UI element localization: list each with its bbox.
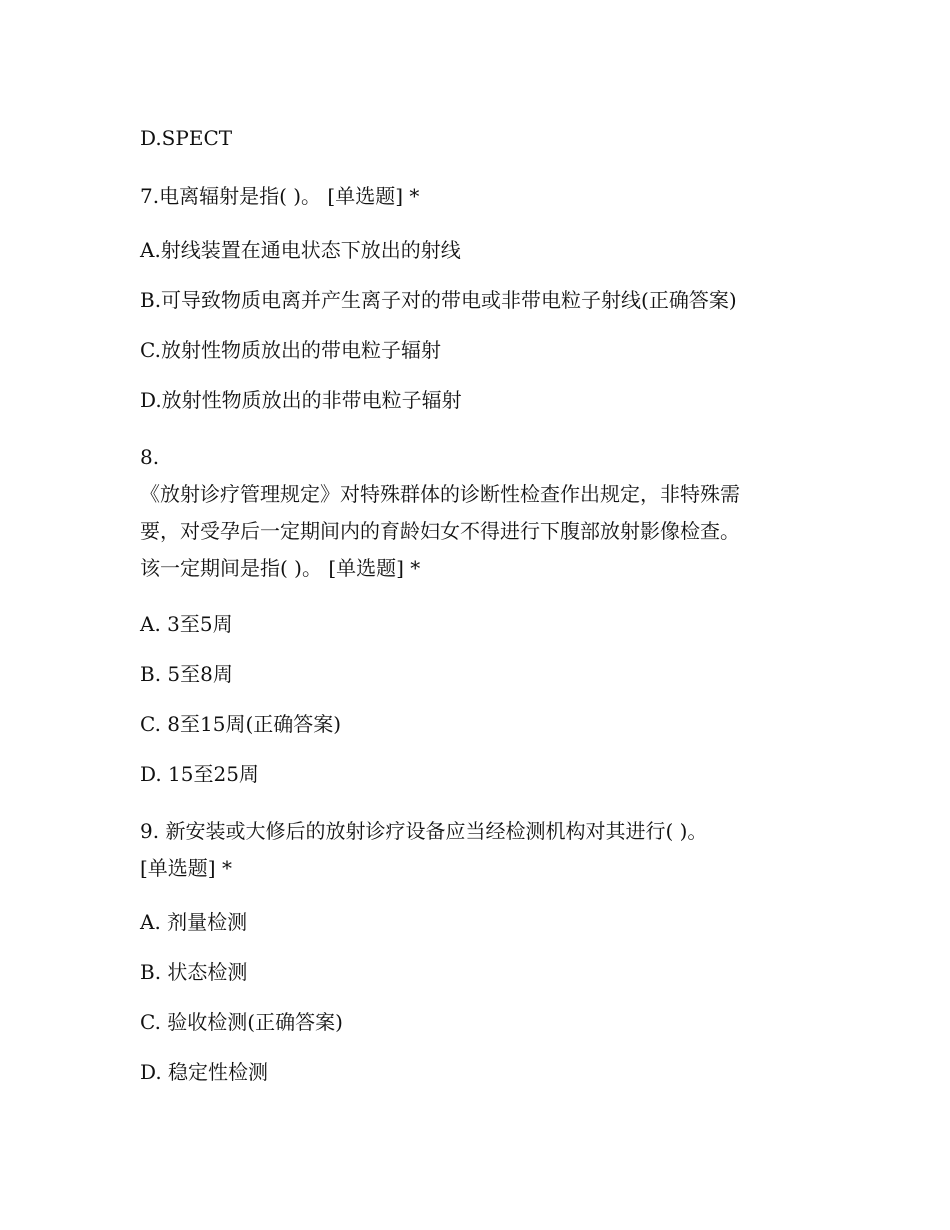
q9-question-line-1: 9. 新安装或大修后的放射诊疗设备应当经检测机构对其进行( )。 [140,819,708,843]
q7-option-a: A.射线装置在通电状态下放出的射线 [140,238,461,262]
q9-option-c: C. 验收检测(正确答案) [140,1010,343,1034]
q6-option-d: D.SPECT [140,126,233,150]
q7-question: 7.电离辐射是指( )。 [单选题] * [140,184,420,208]
q8-number: 8. [140,445,160,469]
q7-option-c: C.放射性物质放出的带电粒子辐射 [140,338,441,362]
q9-option-b: B. 状态检测 [140,960,248,984]
q8-question-line-1: 《放射诊疗管理规定》对特殊群体的诊断性检查作出规定，非特殊需 [140,482,740,506]
q8-option-c: C. 8至15周(正确答案) [140,712,342,736]
q8-option-a: A. 3至5周 [140,612,233,636]
q9-option-a: A. 剂量检测 [140,910,248,934]
q7-option-d: D.放射性物质放出的非带电粒子辐射 [140,388,462,412]
q8-option-b: B. 5至8周 [140,662,233,686]
q7-option-b: B.可导致物质电离并产生离子对的带电或非带电粒子射线(正确答案) [140,288,737,312]
q8-option-d: D. 15至25周 [140,762,259,786]
q9-question-line-2: [单选题] * [140,856,232,880]
q8-question-line-3: 该一定期间是指( )。 [单选题] * [140,556,421,580]
q9-option-d: D. 稳定性检测 [140,1060,269,1084]
q8-question-line-2: 要，对受孕后一定期间内的育龄妇女不得进行下腹部放射影像检查。 [140,519,740,543]
